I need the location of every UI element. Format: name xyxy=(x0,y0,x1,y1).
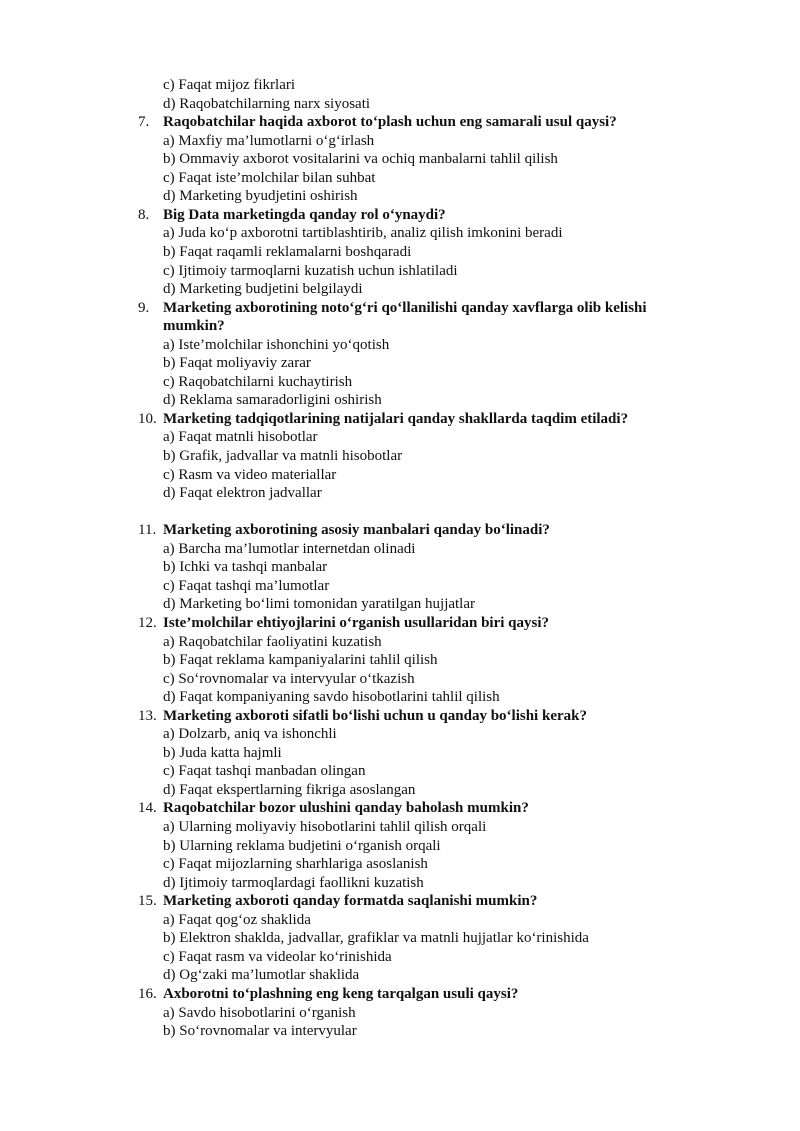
answer-option-text: a) Barcha ma’lumotlar internetdan olinadi xyxy=(163,540,416,557)
answer-option-text: a) Maxfiy ma’lumotlarni o‘g‘irlash xyxy=(163,132,375,149)
answer-option-text: a) Savdo hisobotlarini o‘rganish xyxy=(163,1004,356,1021)
question-number: 9. xyxy=(138,299,150,316)
question-text: mumkin? xyxy=(163,318,225,335)
question-number: 14. xyxy=(138,800,157,817)
answer-option-text: d) Reklama samaradorligini oshirish xyxy=(163,392,382,409)
answer-option-text: a) Faqat matnli hisobotlar xyxy=(163,429,318,446)
answer-option-text: c) Faqat tashqi manbadan olingan xyxy=(163,763,366,780)
question-number: 13. xyxy=(138,707,157,724)
answer-option-text: a) Ularning moliyaviy hisobotlarini tahlil qilish orqali xyxy=(163,819,487,835)
answer-option-text: a) Dolzarb, aniq va ishonchli xyxy=(163,726,337,743)
answer-option-text: b) So‘rovnomalar va intervyular xyxy=(163,1023,357,1040)
answer-option-text: b) Faqat raqamli reklamalarni boshqaradi xyxy=(163,243,412,260)
question-number: 15. xyxy=(138,893,157,910)
answer-option-text: c) Raqobatchilarni kuchaytirish xyxy=(163,373,353,390)
question-text: Big Data marketingda qanday rol o‘ynaydi? xyxy=(163,206,446,223)
answer-option-text: b) Elektron shaklda, jadvallar, grafiklar va matnli hujjatlar ko‘rinishida xyxy=(163,930,589,947)
question-number: 7. xyxy=(138,114,150,131)
question-text: Raqobatchilar bozor ulushini qanday baholash mumkin? xyxy=(163,800,529,817)
answer-option-text: d) Marketing byudjetini oshirish xyxy=(163,188,358,205)
question-text: Raqobatchilar haqida axborot to‘plash uchun eng samarali usul qaysi? xyxy=(163,114,617,131)
answer-option-text: b) Juda katta hajmli xyxy=(163,744,282,761)
answer-option-text: b) Ichki va tashqi manbalar xyxy=(163,559,328,576)
question-text: Marketing axborotining asosiy manbalari qanday bo‘linadi? xyxy=(163,522,550,539)
question-text: Marketing tadqiqotlarining natijalari qanday shakllarda taqdim etiladi? xyxy=(163,410,629,427)
answer-option-text: a) Juda ko‘p axborotni tartiblashtirib, analiz qilish imkonini beradi xyxy=(163,225,563,242)
answer-option-text: b) Faqat moliyaviy zarar xyxy=(163,355,311,372)
answer-option-text: c) Faqat mijoz fikrlari xyxy=(163,77,296,93)
answer-option-text: d) Marketing budjetini belgilaydi xyxy=(163,281,363,298)
question-number: 8. xyxy=(138,206,150,223)
answer-option-text: c) Rasm va video materiallar xyxy=(163,466,337,483)
answer-option-text: d) Ijtimoiy tarmoqlardagi faollikni kuzatish xyxy=(163,874,424,891)
question-number: 12. xyxy=(138,614,157,631)
answer-option-text: c) Faqat mijozlarning sharhlariga asoslanish xyxy=(163,856,428,873)
answer-option-text: b) Ommaviy axborot vositalarini va ochiq manbalarni tahlil qilish xyxy=(163,151,558,168)
answer-option-text: b) Grafik, jadvallar va matnli hisobotlar xyxy=(163,448,403,464)
answer-option-text: d) Faqat elektron jadvallar xyxy=(163,485,322,502)
answer-option-text: d) Faqat kompaniyaning savdo hisobotlarini tahlil qilish xyxy=(163,689,500,706)
answer-option-text: c) Faqat iste’molchilar bilan suhbat xyxy=(163,169,376,186)
answer-option-text: b) Faqat reklama kampaniyalarini tahlil qilish xyxy=(163,652,438,669)
answer-option-text: d) Og‘zaki ma’lumotlar shaklida xyxy=(163,967,360,984)
answer-option-text: d) Faqat ekspertlarning fikriga asoslangan xyxy=(163,781,416,798)
answer-option-text: a) Iste’molchilar ishonchini yo‘qotish xyxy=(163,336,390,353)
question-text: Marketing axborotining noto‘g‘ri qo‘llanilishi qanday xavflarga olib kelishi xyxy=(163,299,647,316)
answer-option-text: c) Faqat tashqi ma’lumotlar xyxy=(163,577,330,594)
answer-option-text: c) Ijtimoiy tarmoqlarni kuzatish uchun ishlatiladi xyxy=(163,262,458,279)
question-number: 11. xyxy=(138,522,157,539)
answer-option-text: d) Marketing bo‘limi tomonidan yaratilgan hujjatlar xyxy=(163,596,476,613)
answer-option-text: a) Faqat qog‘oz shaklida xyxy=(163,911,311,928)
question-text: Marketing axboroti qanday formatda saqlanishi mumkin? xyxy=(163,893,538,910)
answer-option-text: a) Raqobatchilar faoliyatini kuzatish xyxy=(163,633,382,650)
question-text: Iste’molchilar ehtiyojlarini o‘rganish usullaridan biri qaysi? xyxy=(163,614,550,631)
question-text: Marketing axboroti sifatli bo‘lishi uchun u qanday bo‘lishi kerak? xyxy=(163,707,587,724)
answer-option-text: c) Faqat rasm va videolar ko‘rinishida xyxy=(163,948,392,965)
question-number: 16. xyxy=(138,985,157,1002)
question-text: Axborotni to‘plashning eng keng tarqalgan usuli qaysi? xyxy=(163,985,519,1002)
answer-option-text: c) So‘rovnomalar va intervyular o‘tkazish xyxy=(163,670,415,687)
answer-option-text: d) Raqobatchilarning narx siyosati xyxy=(163,95,371,112)
answer-option-text: b) Ularning reklama budjetini o‘rganish orqali xyxy=(163,837,441,854)
question-number: 10. xyxy=(138,410,157,427)
